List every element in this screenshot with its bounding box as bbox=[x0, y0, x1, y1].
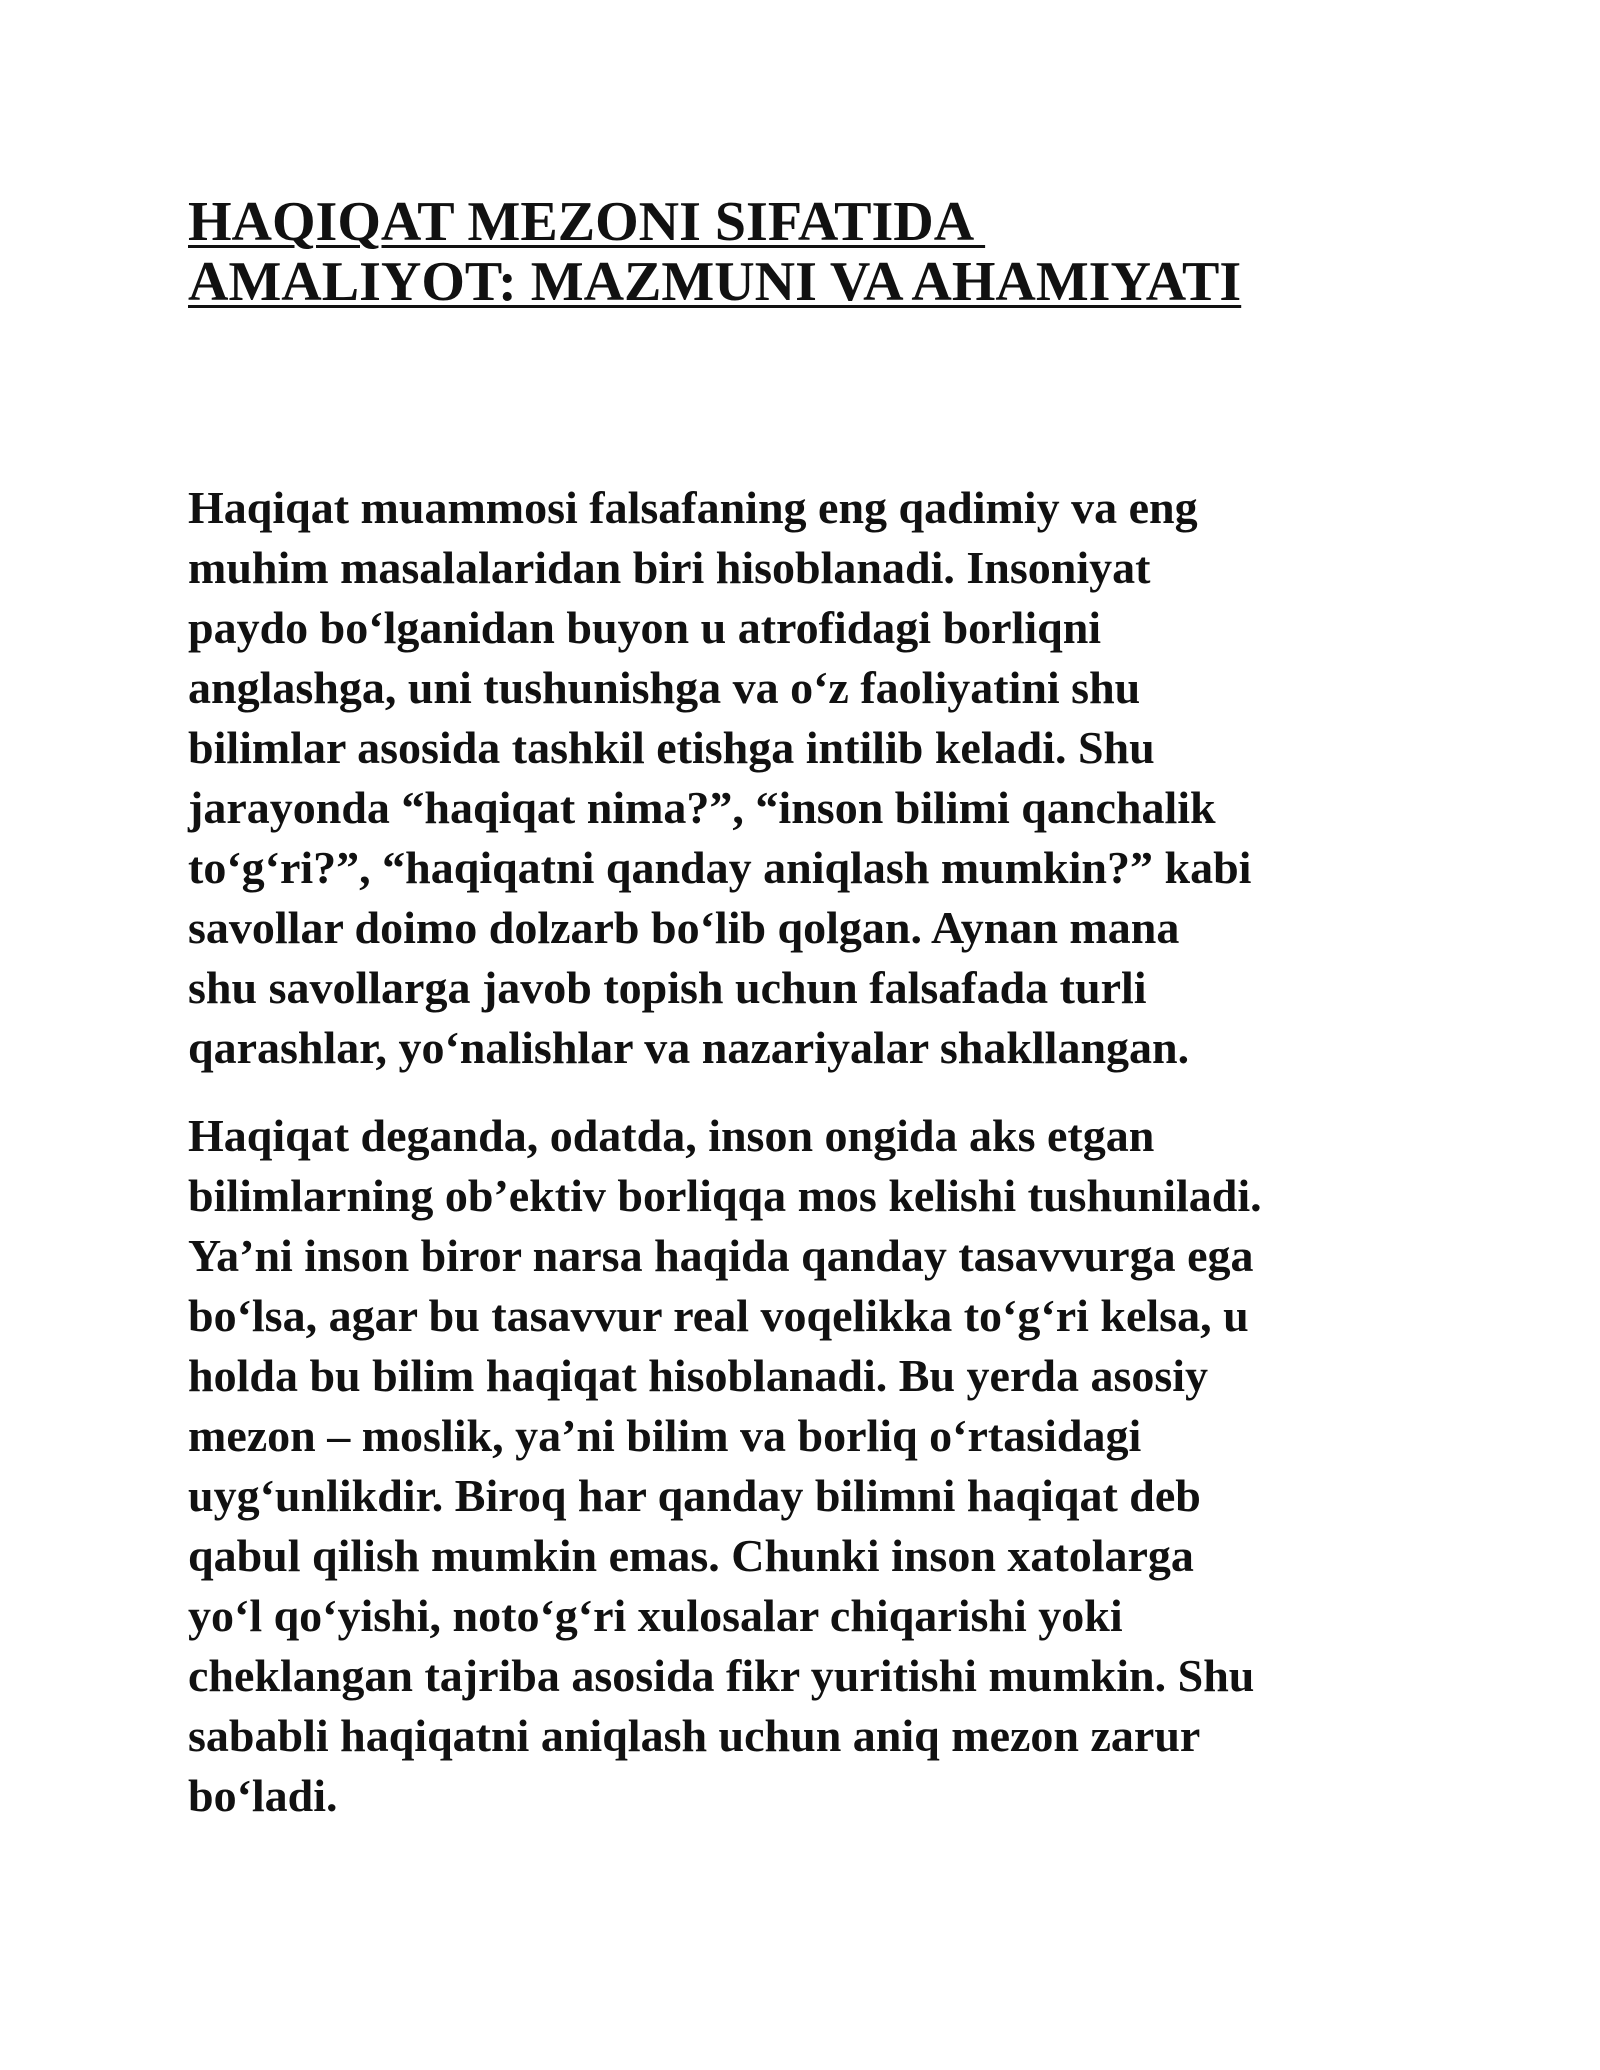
paragraph-line: bo‘ladi. bbox=[188, 1770, 338, 1821]
paragraph-2 bbox=[188, 1106, 1428, 1826]
paragraph-line: savollar doimo dolzarb bo‘lib qolgan. Aynan mana bbox=[188, 902, 1180, 953]
paragraph-line: Haqiqat deganda, odatda, inson ongida aks etgan bbox=[188, 1110, 1155, 1161]
paragraph-line: to‘g‘ri?”, “haqiqatni qanday aniqlash mumkin?” kabi bbox=[188, 842, 1252, 893]
title-line-1: HAQIQAT MEZONI SIFATIDA bbox=[188, 191, 986, 253]
paragraph-line: bilimlarning ob’ektiv borliqqa mos kelishi tushuniladi. bbox=[188, 1170, 1262, 1221]
paragraph-line: Haqiqat muammosi falsafaning eng qadimiy va eng bbox=[188, 482, 1198, 533]
paragraph-line: muhim masalalaridan biri hisoblanadi. Insoniyat bbox=[188, 542, 1151, 593]
paragraph-line: shu savollarga javob topish uchun falsafada turli bbox=[188, 962, 1147, 1013]
paragraph-line: cheklangan tajriba asosida fikr yuritishi mumkin. Shu bbox=[188, 1650, 1255, 1701]
paragraph-line: qabul qilish mumkin emas. Chunki inson xatolarga bbox=[188, 1530, 1194, 1581]
title-line-2: AMALIYOT: MAZMUNI VA AHAMIYATI bbox=[188, 251, 1242, 313]
paragraph-line: bo‘lsa, agar bu tasavvur real voqelikka to‘g‘ri kelsa, u bbox=[188, 1290, 1249, 1341]
paragraph-line: Ya’ni inson biror narsa haqida qanday tasavvurga ega bbox=[188, 1230, 1254, 1281]
paragraph-line: bilimlar asosida tashkil etishga intilib keladi. Shu bbox=[188, 722, 1155, 773]
paragraph-1 bbox=[188, 478, 1428, 1078]
paragraph-line: uyg‘unlikdir. Biroq har qanday bilimni haqiqat deb bbox=[188, 1470, 1201, 1521]
document-title bbox=[188, 192, 1428, 312]
paragraph-line: jarayonda “haqiqat nima?”, “inson bilimi qanchalik bbox=[188, 782, 1216, 833]
paragraph-line: yo‘l qo‘yishi, noto‘g‘ri xulosalar chiqarishi yoki bbox=[188, 1590, 1123, 1641]
paragraph-line: holda bu bilim haqiqat hisoblanadi. Bu yerda asosiy bbox=[188, 1350, 1209, 1401]
paragraph-line: mezon – moslik, ya’ni bilim va borliq o‘rtasidagi bbox=[188, 1410, 1142, 1461]
paragraph-line: paydo bo‘lganidan buyon u atrofidagi borliqni bbox=[188, 602, 1102, 653]
paragraph-line: anglashga, uni tushunishga va o‘z faoliyatini shu bbox=[188, 662, 1141, 713]
paragraph-line: sababli haqiqatni aniqlash uchun aniq mezon zarur bbox=[188, 1710, 1201, 1761]
paragraph-line: qarashlar, yo‘nalishlar va nazariyalar shakllangan. bbox=[188, 1022, 1190, 1073]
